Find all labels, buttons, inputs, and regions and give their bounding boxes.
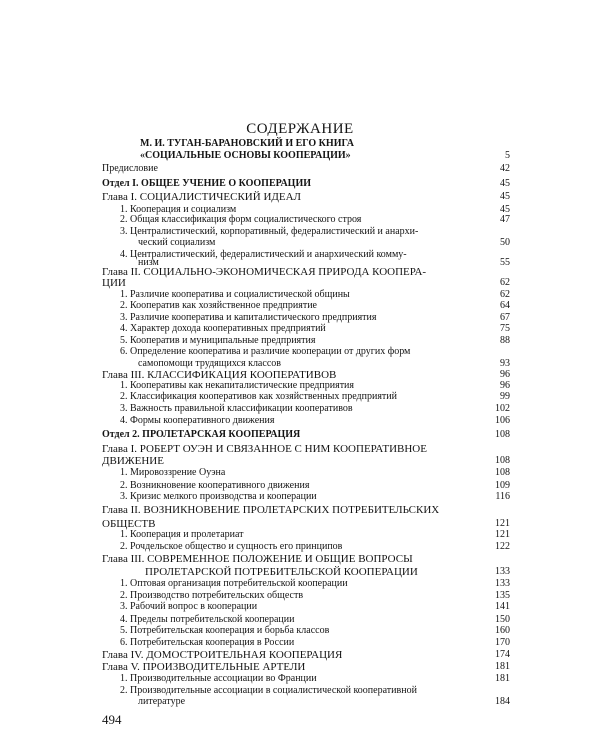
toc-entry-page: 135: [495, 589, 510, 601]
toc-entry-page: 50: [500, 237, 510, 249]
toc-entry-page: 45: [500, 177, 510, 189]
toc-entry-page: 108: [495, 455, 510, 467]
toc-entry-page: 64: [500, 300, 510, 312]
toc-entry-title: 3. Важность правильной классификации кооперативов: [120, 402, 353, 414]
toc-entry-page: 96: [500, 379, 510, 391]
toc-entry-page: 174: [495, 649, 510, 661]
toc-entry-title: 3. Кризис мелкого производства и кооперации: [120, 491, 317, 503]
toc-entry-title: ЦИИ: [102, 277, 126, 290]
toc-entry-page: 133: [495, 578, 510, 590]
toc-entry-title: литературе: [138, 696, 186, 707]
toc-entry-title: Отдел 2. ПРОЛЕТАРСКАЯ КООПЕРАЦИЯ: [102, 429, 301, 441]
toc-entry: [0, 428, 600, 442]
toc-entry-title: 4. Централистический, федералистический и анархический комму-: [120, 248, 407, 260]
toc-entry-title: 1. Кооперация и социализм: [120, 203, 237, 215]
toc-entry-title: 6. Потребительская кооперация в России: [120, 636, 295, 648]
toc-entry-page: 181: [495, 660, 510, 672]
toc-entry-title: самопомощи трудящихся классов: [138, 357, 281, 369]
toc-entry-title: 3. Централистический, корпоративный, федералистический и анархи-: [120, 225, 419, 237]
toc-entry: [0, 695, 600, 709]
page-title: СОДЕРЖАНИЕ: [246, 121, 354, 137]
toc-entry-page: 99: [500, 391, 510, 403]
toc-entry-title: 1. Производительные ассоциации во Франции: [120, 672, 317, 684]
toc-entry-page: 96: [500, 369, 510, 381]
toc-entry-page: 102: [495, 402, 510, 414]
toc-entry-page: 108: [495, 467, 510, 479]
toc-entry-title: 3. Рабочий вопрос в кооперации: [120, 601, 258, 613]
toc-entry-page: 121: [495, 517, 510, 529]
toc-entry-title: Глава III. СОВРЕМЕННОЕ ПОЛОЖЕНИЕ И ОБЩИЕ ВОПРОСЫ: [102, 553, 413, 566]
toc-entry-page: 45: [500, 203, 510, 215]
toc-entry-title: 2. Общая классификация форм социалистического строя: [120, 214, 362, 226]
toc-entry-title: 2. Производство потребительских обществ: [120, 589, 304, 601]
toc-entry-page: 109: [495, 479, 510, 491]
toc-entry-page: 160: [495, 625, 510, 637]
toc-entry-page: 67: [500, 311, 510, 323]
toc-entry-title: 5. Потребительская кооперация и борьба классов: [120, 625, 330, 637]
toc-entry-title: 2. Возникновение кооперативного движения: [120, 479, 310, 491]
toc-entry-page: 47: [500, 214, 510, 226]
toc-entry-page: 108: [495, 429, 510, 441]
toc-entry: [0, 503, 600, 517]
toc-entry-title: Глава III. КЛАССИФИКАЦИЯ КООПЕРАТИВОВ: [102, 369, 337, 382]
toc-entry-title: Глава II. ВОЗНИКНОВЕНИЕ ПРОЛЕТАРСКИХ ПОТРЕБИТЕЛЬСКИХ: [102, 503, 440, 516]
toc-entry-title: Глава V. ПРОИЗВОДИТЕЛЬНЫЕ АРТЕЛИ: [102, 660, 306, 673]
toc-entry-page: 93: [500, 357, 510, 369]
toc-entry-title: 2. Рочдельское общество и сущность его принципов: [120, 541, 343, 552]
toc-entry-page: 5: [505, 150, 510, 162]
toc-entry-title: Отдел I. ОБЩЕЕ УЧЕНИЕ О КООПЕРАЦИИ: [102, 177, 312, 189]
toc-entry: [0, 414, 600, 428]
toc-entry-page: 184: [495, 696, 510, 707]
toc-entry-title: 4. Формы кооперативного движения: [120, 415, 275, 427]
toc-entry-page: 88: [500, 334, 510, 346]
toc-entry: [0, 162, 600, 176]
toc-entry-title: 2. Производительные ассоциации в социалистической кооперативной: [120, 685, 417, 697]
toc-entry-title: низм: [138, 256, 159, 268]
toc-entry-title: Глава II. СОЦИАЛЬНО-ЭКОНОМИЧЕСКАЯ ПРИРОДА КООПЕРА-: [102, 266, 427, 279]
toc-entry-page: 75: [500, 323, 510, 335]
toc-entry-title: 2. Кооператив как хозяйственное предприятие: [120, 300, 317, 312]
toc-entry-title: 4. Характер дохода кооперативных предприятий: [120, 323, 326, 335]
toc-entry-page: 106: [495, 415, 510, 427]
toc-entry-title: ОБЩЕСТВ: [102, 517, 156, 530]
toc-entry-title: 5. Кооператив и муниципальные предприятия: [120, 334, 316, 346]
toc-entry-page: 170: [495, 636, 510, 648]
toc-entry-page: 116: [495, 491, 510, 503]
toc-entry-title: М. И. ТУГАН-БАРАНОВСКИЙ И ЕГО КНИГА: [140, 138, 354, 149]
toc-entry-title: Глава IV. ДОМОСТРОИТЕЛЬНАЯ КООПЕРАЦИЯ: [102, 649, 343, 662]
toc-entry-title: 6. Определение кооператива и различие кооперации от других форм: [120, 346, 411, 358]
toc-entry-title: 1. Кооперация и пролетариат: [120, 528, 244, 540]
toc-entry-title: 3. Различие кооператива и капиталистического предприятия: [120, 311, 377, 323]
toc-entry: [0, 177, 600, 191]
toc-entry-page: 62: [500, 277, 510, 289]
toc-entry-title: 2. Классификация кооперативов как хозяйственных предприятий: [120, 391, 398, 403]
toc-entry-title: 1. Кооперативы как некапиталистические предприятия: [120, 379, 355, 391]
toc-entry-title: ческий социализм: [138, 237, 216, 249]
toc-entry-page: 55: [500, 256, 510, 268]
toc-entry-title: 1. Оптовая организация потребительской кооперации: [120, 578, 348, 590]
toc-entry-page: 122: [495, 541, 510, 552]
toc-entry-title: Глава I. РОБЕРТ ОУЭН И СВЯЗАННОЕ С НИМ КООПЕРАТИВНОЕ: [102, 442, 427, 455]
toc-entry-title: ПРОЛЕТАРСКОЙ ПОТРЕБИТЕЛЬСКОЙ КООПЕРАЦИИ: [145, 565, 418, 578]
toc-entry-page: 181: [495, 672, 510, 684]
toc-entry-page: 141: [495, 601, 510, 613]
toc-entry-page: 42: [500, 162, 510, 174]
toc-entry-title: 1. Различие кооператива и социалистической общины: [120, 288, 350, 300]
toc-entry-page: 150: [495, 613, 510, 625]
toc-entry-title: 1. Мировоззрение Оуэна: [120, 467, 226, 479]
toc-entry-title: Глава I. СОЦИАЛИСТИЧЕСКИЙ ИДЕАЛ: [102, 191, 302, 204]
toc-entry-page: 62: [500, 288, 510, 300]
toc-entry-title: 4. Пределы потребительской кооперации: [120, 613, 295, 625]
toc-entry-page: 121: [495, 528, 510, 540]
page-number: 494: [102, 712, 122, 727]
toc-entry-page: 133: [495, 565, 510, 577]
toc-entry-title: ДВИЖЕНИЕ: [102, 455, 164, 468]
toc-entry-page: 45: [500, 191, 510, 203]
toc-entry-title: «СОЦИАЛЬНЫЕ ОСНОВЫ КООПЕРАЦИИ»: [140, 150, 351, 162]
toc-entry-title: Предисловие: [102, 162, 158, 174]
